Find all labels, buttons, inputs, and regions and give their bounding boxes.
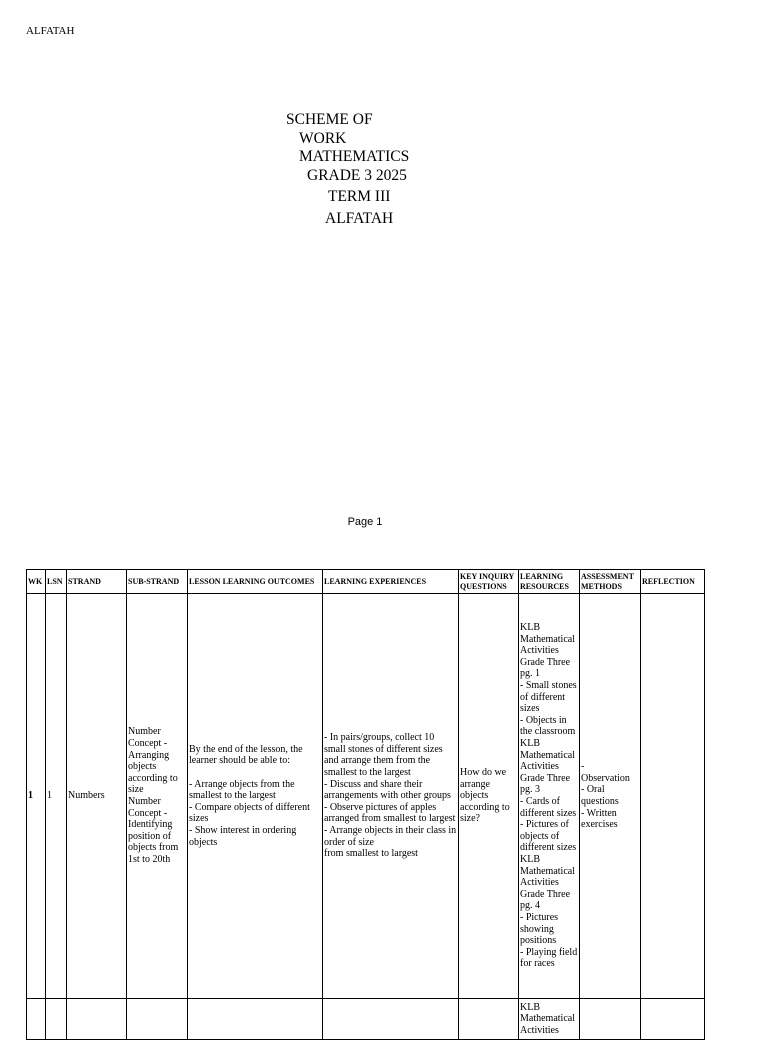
cell-assessment: - Observation - Oral questions - Written exercises	[580, 594, 641, 999]
title-line-1: SCHEME OF	[286, 111, 373, 128]
cell-reflection	[641, 594, 705, 999]
header-experiences: LEARNING EXPERIENCES	[323, 570, 459, 594]
cell-reflection	[641, 999, 705, 1040]
cell-wk	[27, 999, 46, 1040]
header-lsn: LSN	[46, 570, 67, 594]
table-header-row	[27, 570, 705, 594]
cell-strand	[67, 999, 127, 1040]
cell-inquiry: How do we arrange objects according to size?	[459, 594, 519, 999]
header-outcomes: LESSON LEARNING OUTCOMES	[188, 570, 323, 594]
cell-inquiry	[459, 999, 519, 1040]
header-strand: STRAND	[67, 570, 127, 594]
header-resources: LEARNING RESOURCES	[519, 570, 580, 594]
title-line-2: WORK	[299, 130, 347, 147]
page-number: Page 1	[347, 516, 383, 528]
header-inquiry: KEY INQUIRY QUESTIONS	[459, 570, 519, 594]
cell-resources: KLB Mathematical Activities	[519, 999, 580, 1040]
title-line-3: MATHEMATICS	[299, 148, 410, 165]
title-line-4: GRADE 3 2025	[307, 167, 407, 184]
header-sub-strand: SUB-STRAND	[127, 570, 188, 594]
header-wk: WK	[27, 570, 46, 594]
header-assessment: ASSESSMENT METHODS	[580, 570, 641, 594]
cell-experiences: - In pairs/groups, collect 10 small stones of different sizes and arrange them from the smallest to the largest - Discuss and share their arrangements with other groups - Observe pictures of apples arranged from smallest to largest - Arrange objects in their class in order of size from smallest to largest	[323, 594, 459, 999]
cell-outcomes: By the end of the lesson, the learner should be able to: - Arrange objects from the smallest to the largest - Compare objects of different sizes - Show interest in ordering objects	[188, 594, 323, 999]
document-header-name: ALFATAH	[26, 25, 75, 37]
header-reflection: REFLECTION	[641, 570, 705, 594]
cell-sub-strand: Number Concept - Arranging objects according to size Number Concept - Identifying position of objects from 1st to 20th	[127, 594, 188, 999]
scheme-table	[26, 569, 705, 1040]
table-row	[27, 594, 705, 999]
cell-sub-strand	[127, 999, 188, 1040]
cell-lsn: 1	[46, 594, 67, 999]
cell-resources: KLB Mathematical Activities Grade Three pg. 1 - Small stones of different sizes - Objects in the classroom KLB Mathematical Activities Grade Three pg. 3 - Cards of different sizes - Pictures of objects of different sizes KLB Mathematical Activities Grade Three pg. 4 - Pictures showing positions - Playing field for races	[519, 594, 580, 999]
cell-assessment	[580, 999, 641, 1040]
title-line-5: TERM III	[328, 188, 391, 205]
table-row	[27, 999, 705, 1040]
title-line-6: ALFATAH	[325, 210, 394, 227]
cell-wk: 1	[27, 594, 46, 999]
cell-outcomes	[188, 999, 323, 1040]
cell-strand: Numbers	[67, 594, 127, 999]
cell-lsn	[46, 999, 67, 1040]
cell-experiences	[323, 999, 459, 1040]
